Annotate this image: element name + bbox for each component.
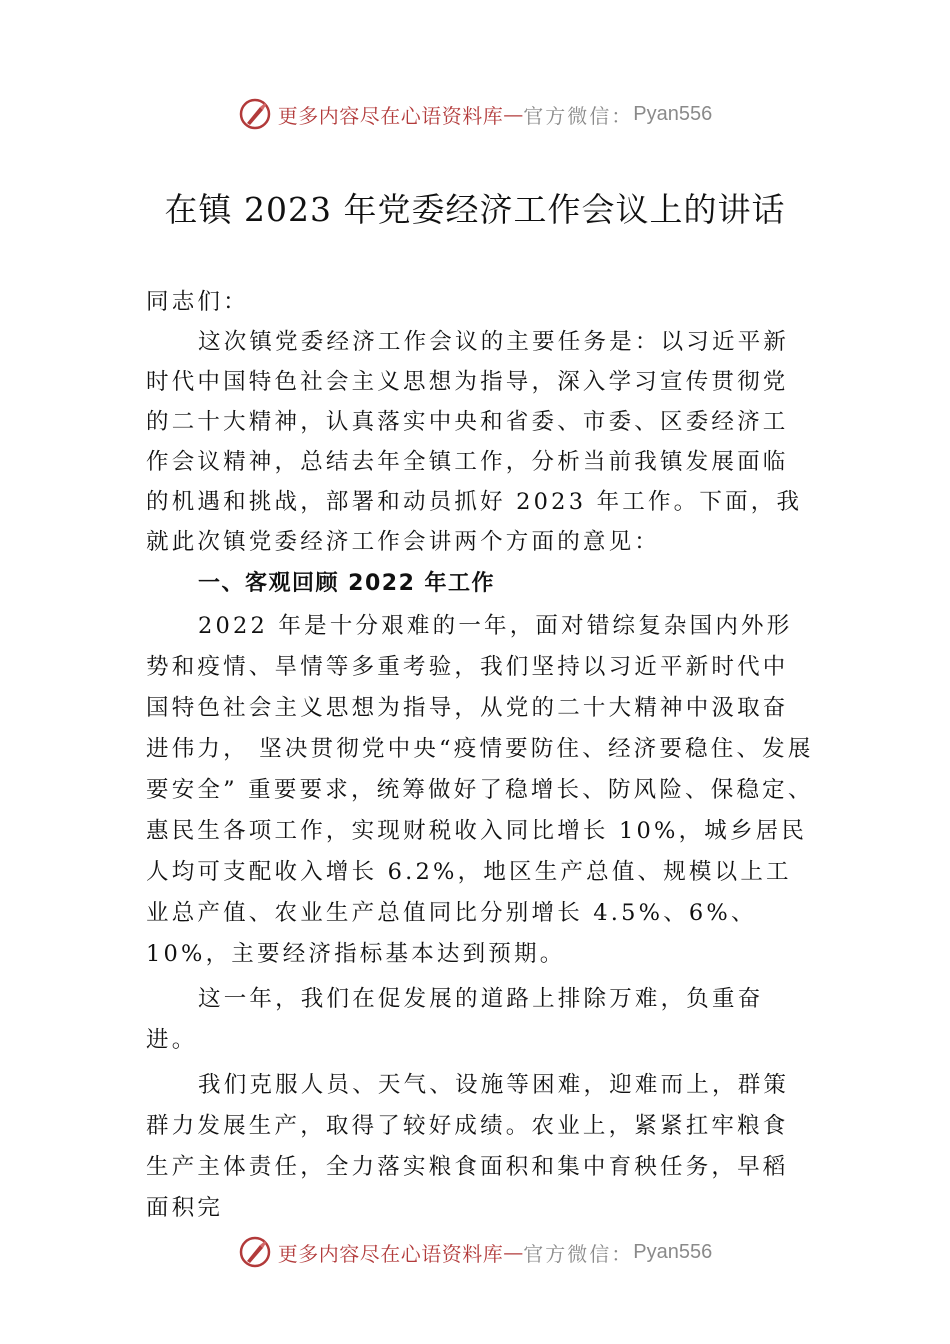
watermark-wechat-label: 官方微信： <box>523 1241 634 1266</box>
quill-logo-icon <box>238 1235 272 1269</box>
section-heading: 一、客观回顾 2022 年工作 <box>198 571 496 596</box>
watermark-wechat-label: 官方微信： <box>523 103 634 128</box>
paragraph-summary: 这一年，我们在促发展的道路上排除万难，负重奋进。 <box>146 986 764 1053</box>
watermark-dash: — <box>503 102 524 126</box>
quill-logo-icon <box>238 97 272 131</box>
paragraph-intro: 这次镇党委经济工作会议的主要任务是：以习近平新时代中国特色社会主义思想为指导，深入学习宣传贯彻党的二十大精神，认真落实中央和省委、市委、区委经济工作会议精神，总结去年全镇工作，分析当前我镇发展面临的机遇和挑战，部署和动员抓好 2023 年工作。下面，我就此次镇党委经济工作会讲两个方面的意见： <box>146 329 803 555</box>
watermark-slogan: 更多内容尽在心语资料库 <box>277 103 504 128</box>
header-watermark <box>0 94 950 134</box>
document-title: 在镇 2023 年党委经济工作会议上的讲话 <box>164 190 786 229</box>
watermark-wechat-id: Pyan556 <box>633 1240 713 1263</box>
salutation: 同志们： <box>146 289 249 315</box>
watermark-dash: — <box>503 1240 524 1264</box>
paragraph-agriculture: 我们克服人员、天气、设施等困难，迎难而上，群策群力发展生产，取得了较好成绩。农业上，紧紧扛牢粮食生产主体责任，全力落实粮食面积和集中育秧任务，早稻面积完 <box>146 1072 790 1221</box>
watermark-slogan: 更多内容尽在心语资料库 <box>277 1241 504 1266</box>
watermark-wechat-id: Pyan556 <box>633 102 713 125</box>
document-body <box>146 282 814 1229</box>
footer-watermark <box>0 1232 950 1272</box>
paragraph-review: 2022 年是十分艰难的一年，面对错综复杂国内外形势和疫情、旱情等多重考验，我们坚持以习近平新时代中国特色社会主义思想为指导，从党的二十大精神中汲取奋进伟力， 坚决贯彻党中央“疫情要防住、经济要稳住、发展要安全” 重要要求，统筹做好了稳增长、防风险、保稳定、惠民生各项工作，实现财税收入同比增长 10%，城乡居民人均可支配收入增长 6.2%，地区生产总值、规模以上工业总产值、农业生产总值同比分别增长 4.5%、6%、10%，主要经济指标基本达到预期。 <box>146 613 814 967</box>
